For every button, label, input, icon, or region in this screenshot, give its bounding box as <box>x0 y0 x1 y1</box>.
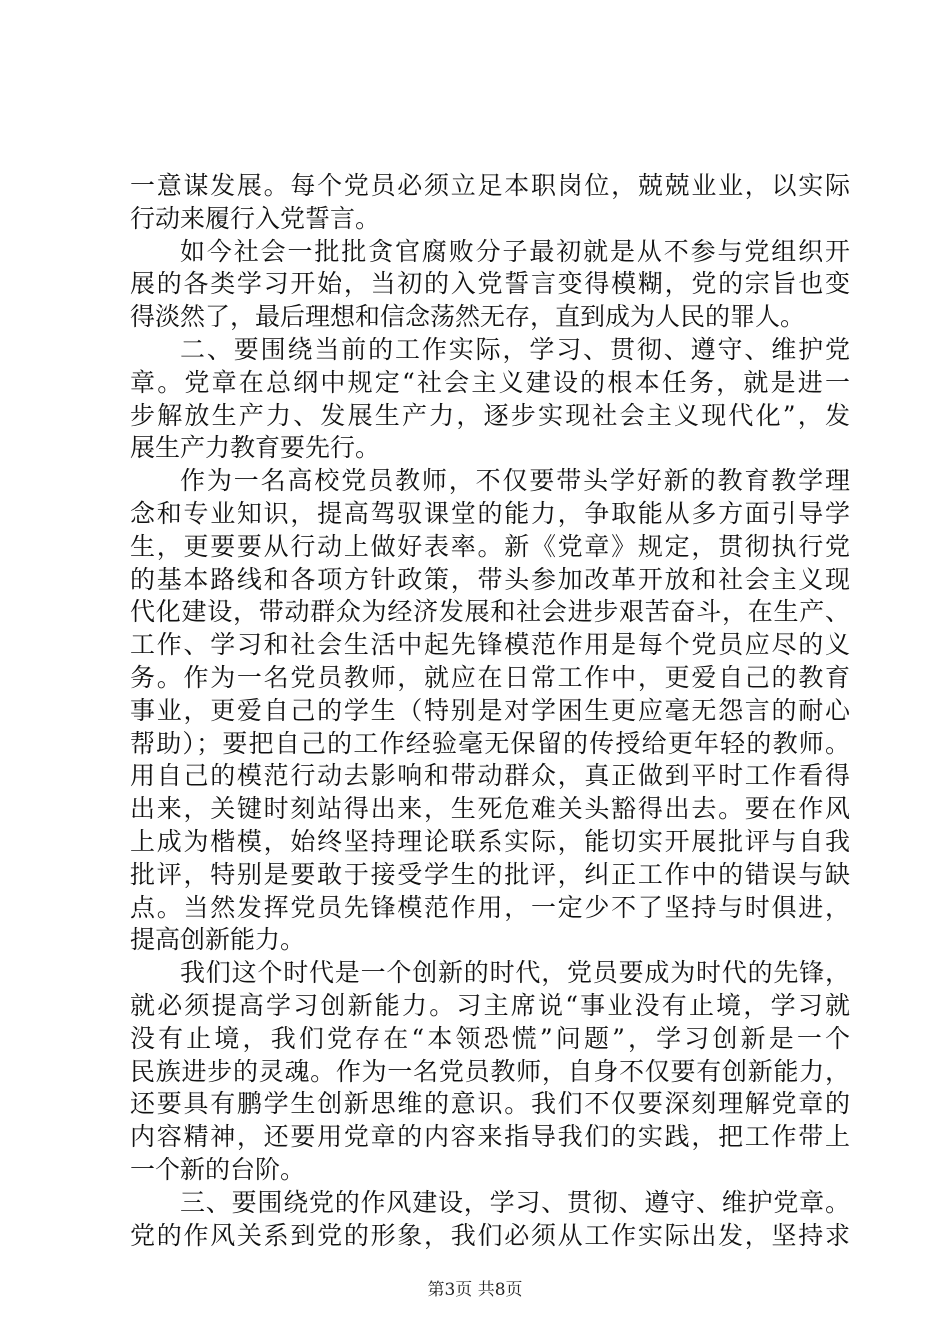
text-line: 还要具有鹏学生创新思维的意识。我们不仅要深刻理解党章的 <box>130 1089 850 1119</box>
page-footer: 第3页 共8页 <box>427 1280 523 1300</box>
text-line: 我们这个时代是一个创新的时代，党员要成为时代的先锋， <box>180 958 850 988</box>
text-line: 点。当然发挥党员先锋模范作用，一定少不了坚持与时俱进， <box>130 892 850 922</box>
text-line: 出来，关键时刻站得出来，生死危难关头豁得出去。要在作风 <box>130 794 850 824</box>
text-line: 批评，特别是要敢于接受学生的批评，纠正工作中的错误与缺 <box>130 859 850 889</box>
document-body <box>130 170 850 1252</box>
text-line: 工作、学习和社会生活中起先锋模范作用是每个党员应尽的义 <box>130 630 850 660</box>
text-line: 展的各类学习开始，当初的入党誓言变得模糊，党的宗旨也变 <box>130 269 850 299</box>
text-line: 步解放生产力、发展生产力，逐步实现社会主义现代化”，发 <box>130 400 850 430</box>
text-line: 党的作风关系到党的形象，我们必须从工作实际出发，坚持求 <box>130 1220 850 1250</box>
text-line: 生，更要要从行动上做好表率。新《党章》规定，贯彻执行党 <box>130 531 850 561</box>
text-line: 内容精神，还要用党章的内容来指导我们的实践，把工作带上 <box>130 1122 850 1152</box>
text-line: 二、要围绕当前的工作实际，学习、贯彻、遵守、维护党 <box>180 334 850 364</box>
text-line: 行动来履行入党誓言。 <box>130 203 381 233</box>
text-line: 帮助）；要把自己的工作经验毫无保留的传授给更年轻的教师。 <box>130 728 850 758</box>
text-line: 章。党章在总纲中规定“社会主义建设的根本任务，就是进一 <box>130 367 850 397</box>
text-line: 作为一名高校党员教师，不仅要带头学好新的教育教学理 <box>180 466 850 496</box>
text-line: 事业，更爱自己的学生（特别是对学困生更应毫无怨言的耐心 <box>130 695 850 725</box>
text-line: 一意谋发展。每个党员必须立足本职岗位，兢兢业业，以实际 <box>130 171 850 200</box>
text-line: 的基本路线和各项方针政策，带头参加改革开放和社会主义现 <box>130 564 850 594</box>
text-line: 如今社会一批批贪官腐败分子最初就是从不参与党组织开 <box>180 236 850 266</box>
text-line: 展生产力教育要先行。 <box>130 433 381 463</box>
text-line: 没有止境，我们党存在“本领恐慌”问题”，学习创新是一个 <box>130 1023 850 1053</box>
text-line: 民族进步的灵魂。作为一名党员教师，自身不仅要有创新能力， <box>130 1056 850 1086</box>
text-line: 提高创新能力。 <box>130 925 306 955</box>
text-line: 上成为楷模，始终坚持理论联系实际，能切实开展批评与自我 <box>130 826 850 856</box>
text-line: 一个新的台阶。 <box>130 1154 306 1184</box>
text-line: 念和专业知识，提高驾驭课堂的能力，争取能从多方面引导学 <box>130 498 850 528</box>
text-line: 就必须提高学习创新能力。习主席说“事业没有止境，学习就 <box>130 990 850 1020</box>
text-line: 用自己的模范行动去影响和带动群众，真正做到平时工作看得 <box>130 761 850 791</box>
text-line: 代化建设，带动群众为经济发展和社会进步艰苦奋斗，在生产、 <box>130 597 850 627</box>
text-line: 务。作为一名党员教师，就应在日常工作中，更爱自己的教育 <box>130 662 850 692</box>
text-line: 三、要围绕党的作风建设，学习、贯彻、遵守、维护党章。 <box>180 1187 850 1217</box>
text-line: 得淡然了，最后理想和信念荡然无存，直到成为人民的罪人。 <box>130 302 806 332</box>
